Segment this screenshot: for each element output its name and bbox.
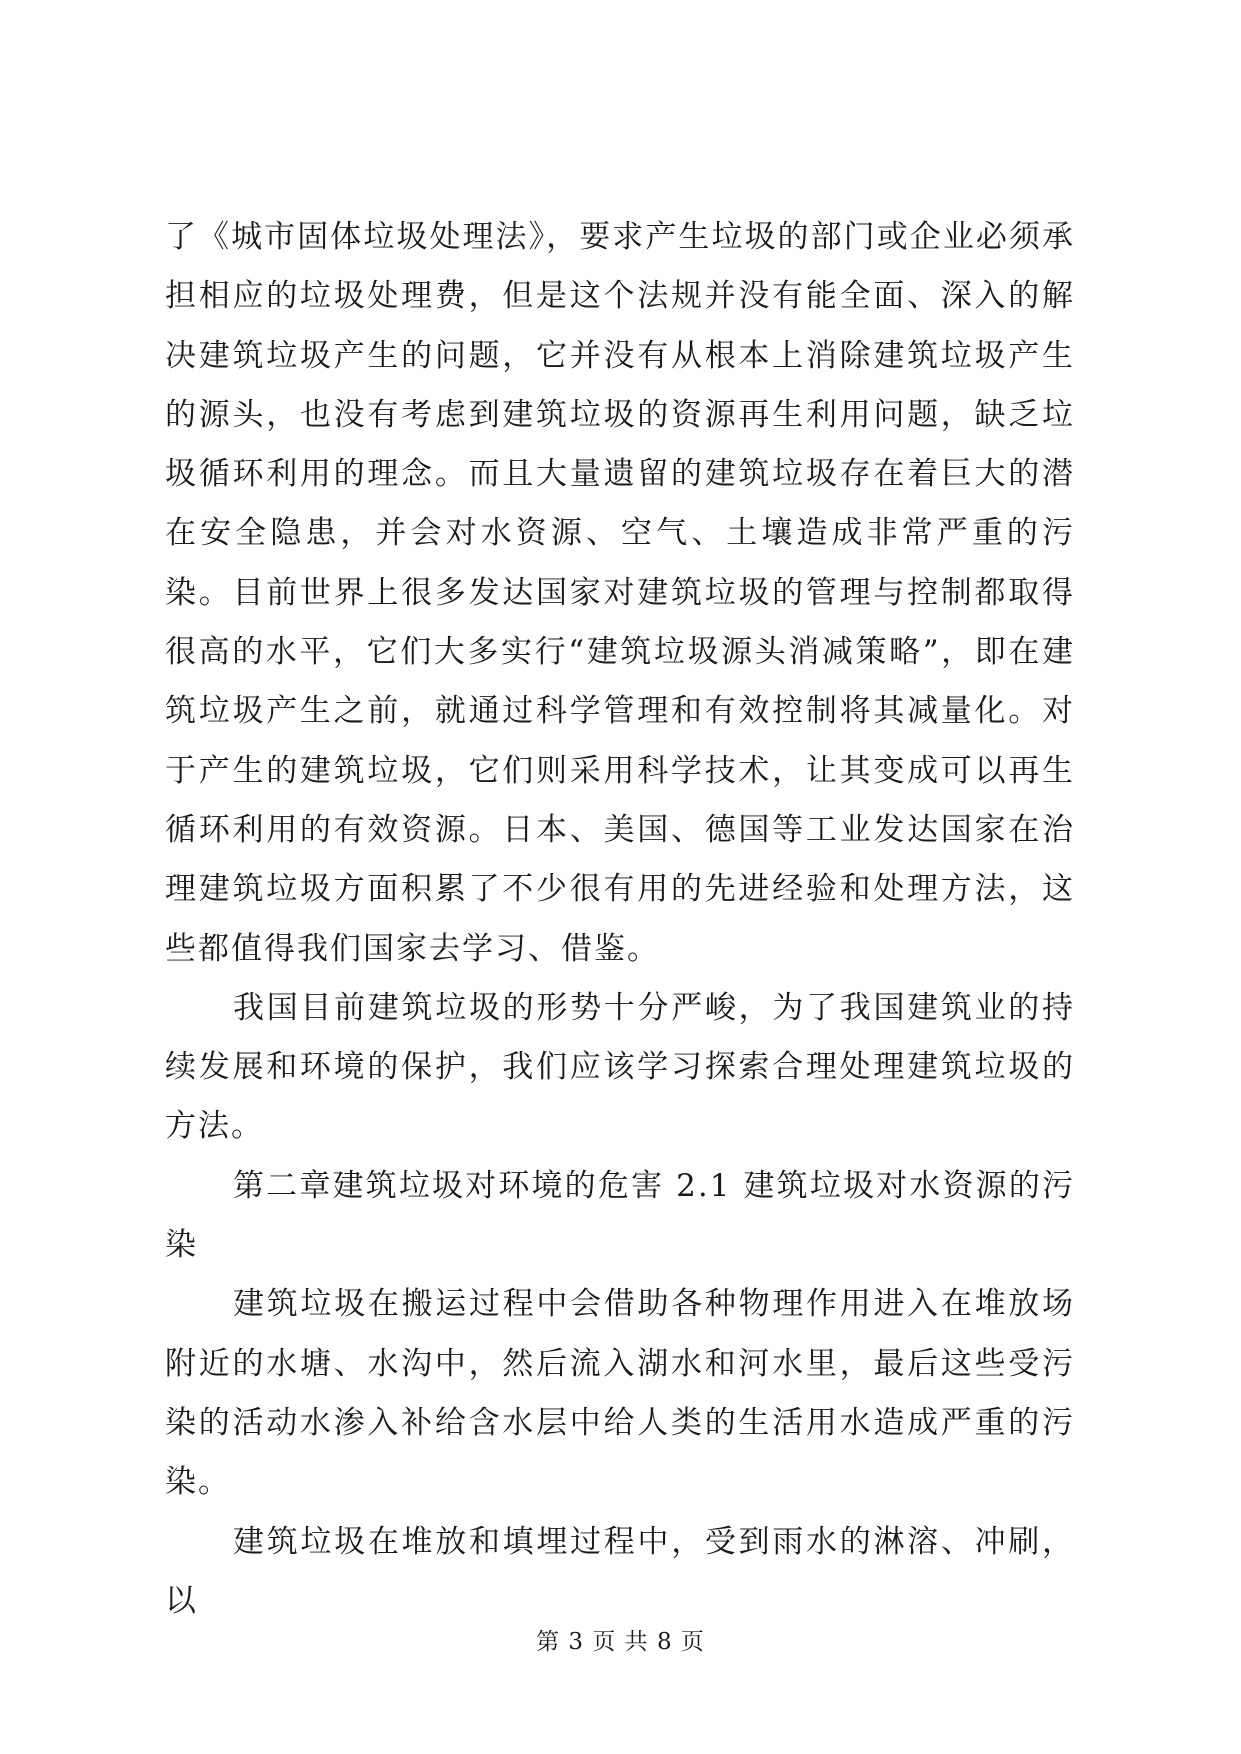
chapter-heading-paragraph: 第二章建筑垃圾对环境的危害 2.1 建筑垃圾对水资源的污染 [165, 1167, 1075, 1264]
page-number-footer: 第 3 页 共 8 页 [536, 1629, 705, 1655]
paragraph-5: 建筑垃圾在堆放和填埋过程中，受到雨水的淋溶、冲刷，以 [165, 1523, 1075, 1619]
paragraph-1: 了《城市固体垃圾处理法》，要求产生垃圾的部门或企业必须承担相应的垃圾处理费，但是这个法规并没有能全面、深入的解决建筑垃圾产生的问题，它并没有从根本上消除建筑垃圾产生的源头，也没有考虑到建筑垃圾的资源再生利用问题，缺乏垃圾循环利用的理念。而且大量遗留的建筑垃圾存在着巨大的潜在安全隐患，并会对水资源、空气、土壤造成非常严重的污染。目前世界上很多发达国家对建筑垃圾的管理与控制都取得很高的水平，它们大多实行“建筑垃圾源头消减策略”，即在建筑垃圾产生之前，就通过科学管理和有效控制将其减量化。对于产生的建筑垃圾，它们则采用科学技术，让其变成可以再生循环利用的有效资源。日本、美国、德国等工业发达国家在治理建筑垃圾方面积累了不少很有用的先进经验和处理方法，这些都值得我们国家去学习、借鉴。 [165, 219, 1075, 967]
paragraph-4: 建筑垃圾在搬运过程中会借助各种物理作用进入在堆放场附近的水塘、水沟中，然后流入湖水和河水里，最后这些受污染的活动水渗入补给含水层中给人类的生活用水造成严重的污染。 [165, 1286, 1075, 1501]
document-body [165, 208, 1075, 1631]
paragraph-2: 我国目前建筑垃圾的形势十分严峻，为了我国建筑业的持续发展和环境的保护，我们应该学习探索合理处理建筑垃圾的方法。 [165, 989, 1075, 1145]
